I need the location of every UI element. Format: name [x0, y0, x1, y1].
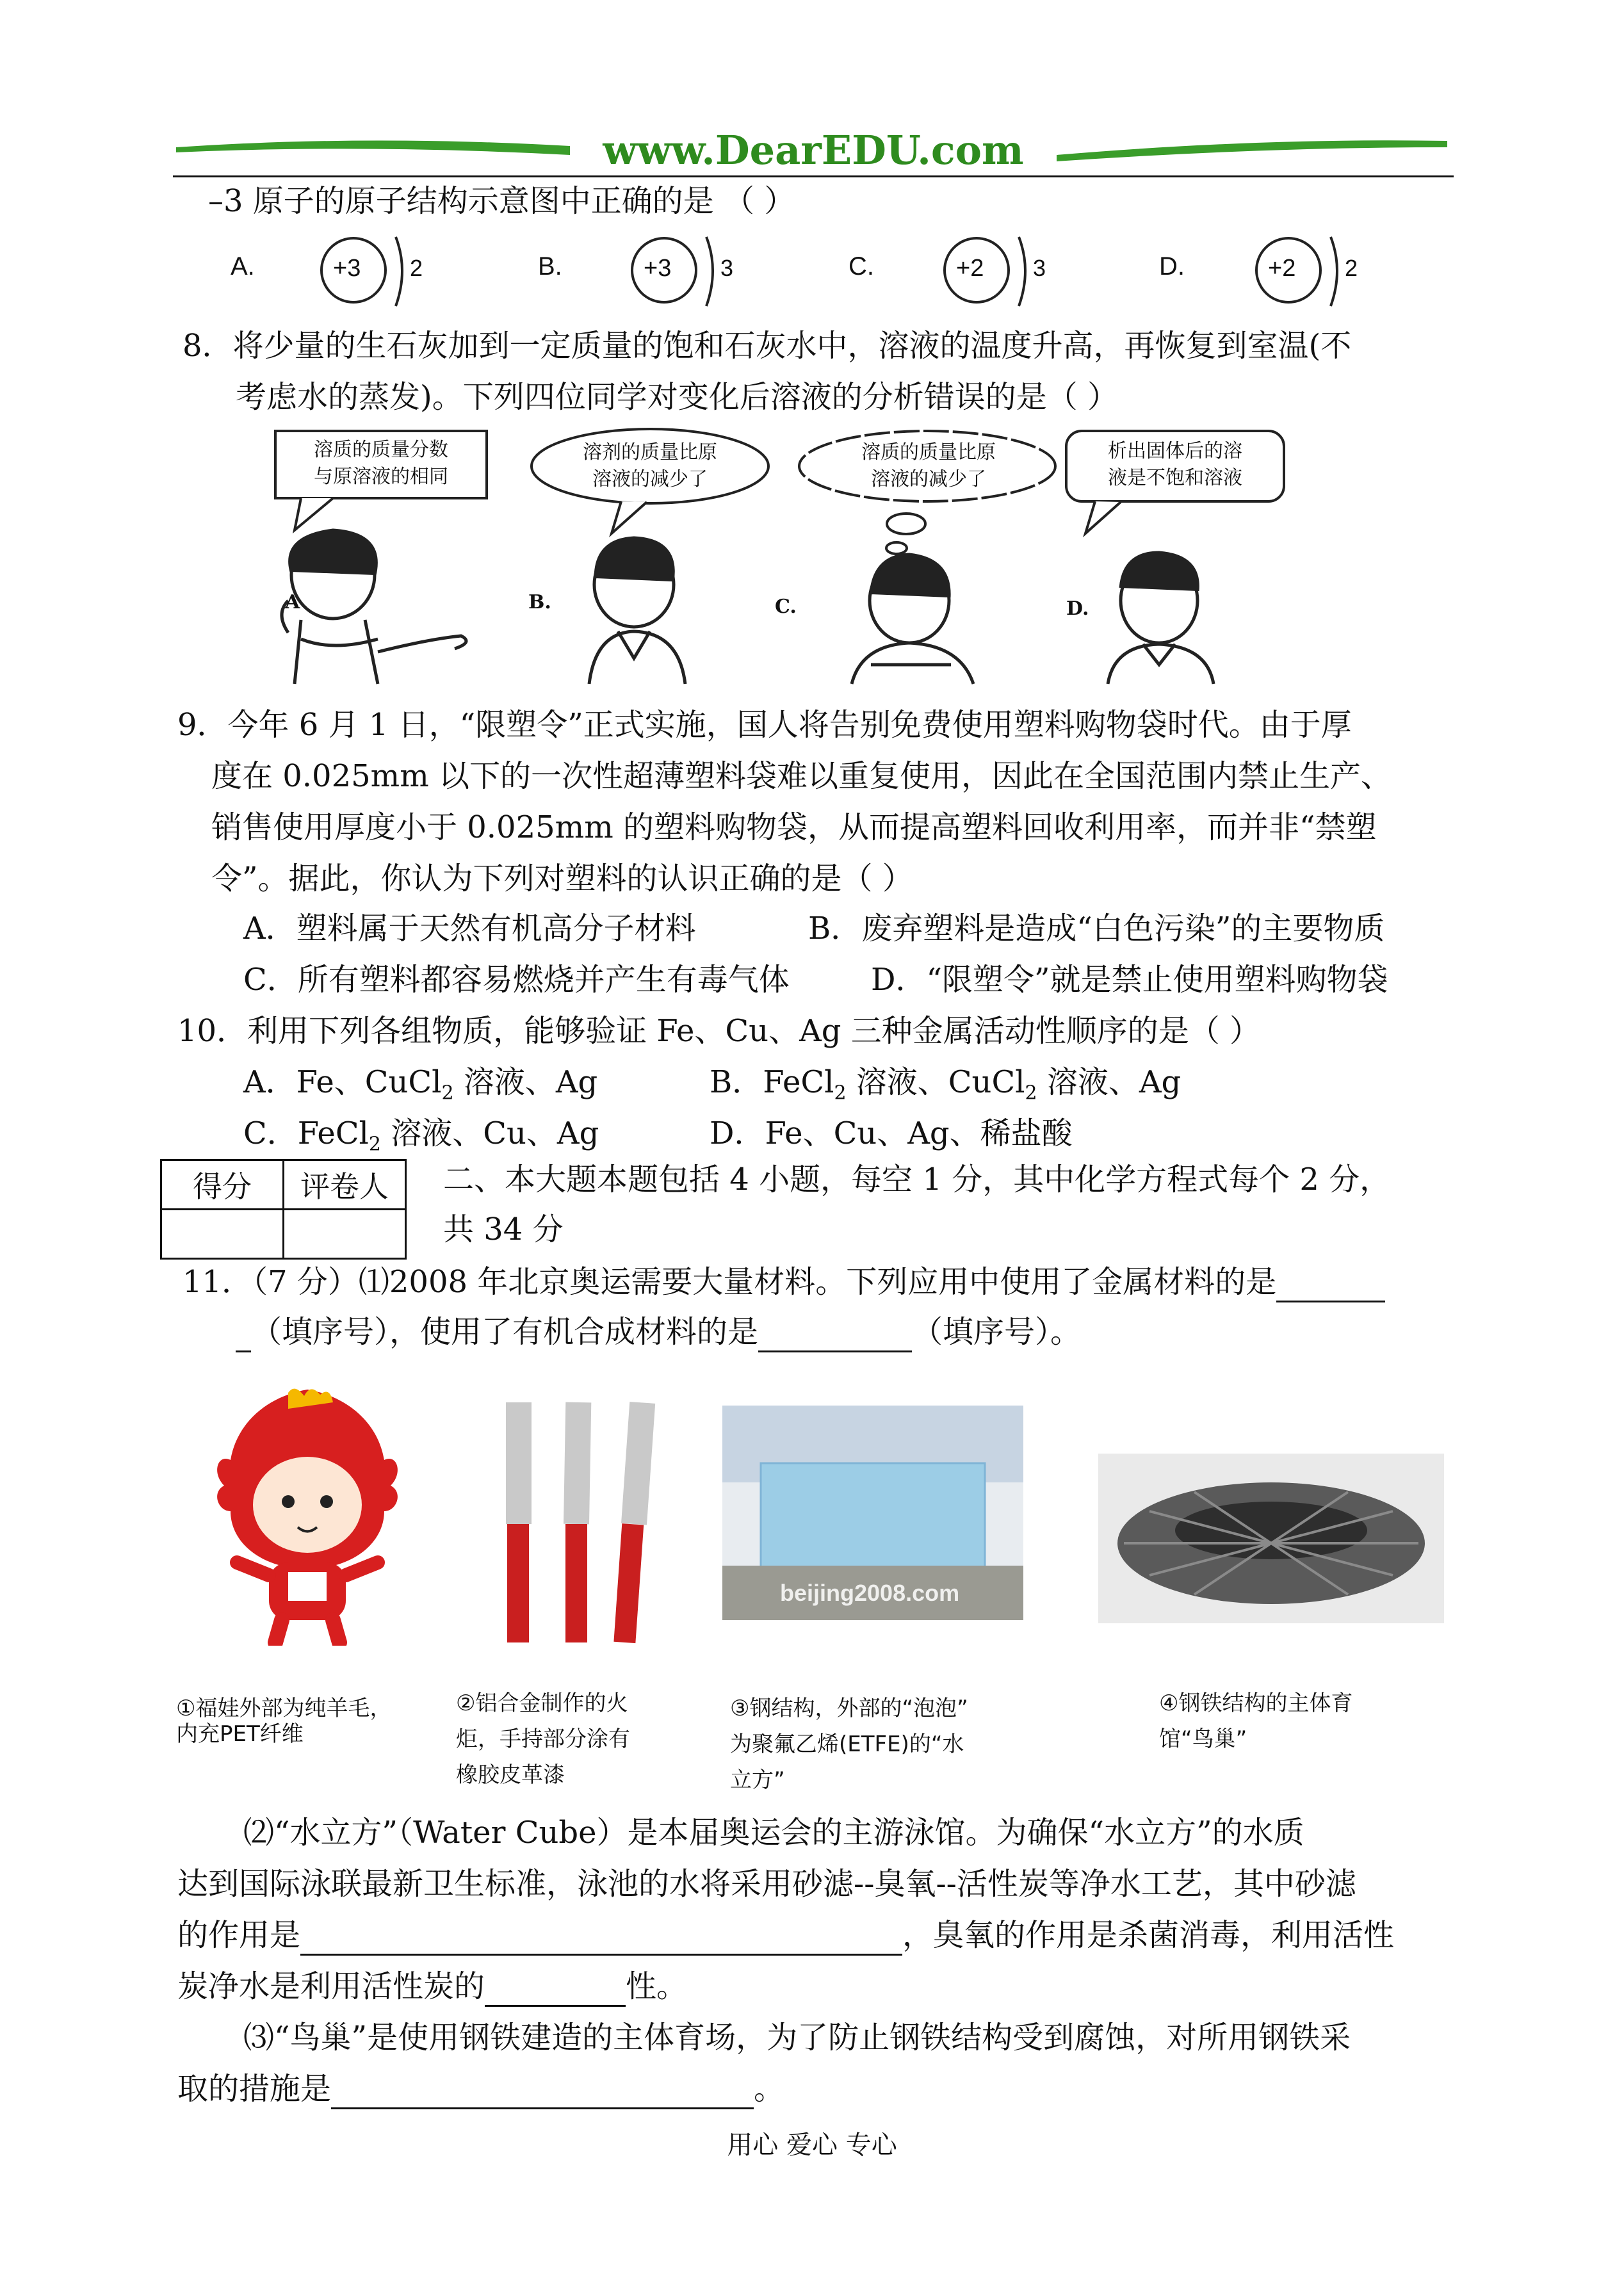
q9-option-b: B．废弃塑料是造成“白色污染”的主要物质 [808, 911, 1385, 946]
answer-blank-carbon-property[interactable] [485, 1973, 626, 2007]
shell-electrons: 2 [1345, 255, 1358, 281]
q11-part2-line-2: 达到国际泳联最新卫生标准，泳池的水将采用砂滤--臭氧--活性炭等净水工艺，其中砂滤 [177, 1866, 1356, 1902]
caption-3: ③钢结构，外部的“泡泡” 为聚氟乙烯(ETFE)的“水 立方” [730, 1696, 968, 1793]
q8-cartoon [263, 428, 1300, 690]
water-cube-image [722, 1406, 1023, 1620]
torch-icon [487, 1396, 666, 1646]
caption-4: ④钢铁结构的主体育 馆“鸟巢” [1159, 1691, 1353, 1752]
shell-electrons: 2 [410, 255, 423, 281]
nucleus-charge: +2 [1268, 255, 1296, 282]
page-header [173, 122, 1454, 179]
score-label: 得分 [161, 1160, 284, 1210]
header-rule [173, 175, 1454, 177]
speaker-letter-b: B. [528, 591, 551, 613]
nucleus-charge: +3 [644, 255, 672, 282]
q11-part3-line-1: ⑶“鸟巢”是使用钢铁建造的主体育场，为了防止钢铁结构受到腐蚀，对所用钢铁采 [243, 2020, 1351, 2056]
q10-option-b: B．FeCl$_2$ 溶液、CuCl$_2$ 溶液、Ag [710, 1064, 1181, 1105]
speaker-letter-d: D. [1066, 597, 1089, 620]
torch-image [487, 1396, 666, 1646]
q9-option-d: D．“限塑令”就是禁止使用塑料购物袋 [871, 962, 1388, 998]
option-letter: B. [538, 252, 562, 280]
shell-electrons: 3 [720, 255, 734, 281]
answer-blank-rust-prevention[interactable] [331, 2075, 754, 2109]
score-table [160, 1159, 407, 1260]
grader-label: 评卷人 [284, 1160, 406, 1210]
answer-blank-sand-filter[interactable] [300, 1922, 902, 1956]
caption-1: ①福娃外部为纯羊毛， 内充PET纤维 [176, 1696, 392, 1747]
q11-line-1: 11．（7 分）⑴2008 年北京奥运需要大量材料。下列应用中使用了金属材料的是 [183, 1261, 1385, 1302]
q7-option-a [231, 231, 435, 314]
page-footer: 用心 爱心 专心 [727, 2130, 897, 2160]
section2-heading-line-1: 二、本大题本题包括 4 小题，每空 1 分，其中化学方程式每个 2 分， [443, 1162, 1391, 1197]
q9-option-a: A．塑料属于天然有机高分子材料 [243, 911, 696, 946]
bubble-d-text: 析出固体后的溶 液是不饱和溶液 [1108, 440, 1242, 489]
q9-line-2: 度在 0.025mm 以下的一次性超薄塑料袋难以重复使用，因此在全国范围内禁止生产、 [211, 758, 1392, 794]
q7-stem: –3 原子的原子结构示意图中正确的是 （ ） [208, 183, 795, 219]
q8-line-1: 8．将少量的生石灰加到一定质量的饱和石灰水中，溶液的温度升高，再恢复到室温(不 [183, 328, 1352, 364]
q9-line-3: 销售使用厚度小于 0.025mm 的塑料购物袋，从而提高塑料回收利用率，而并非“禁塑 [211, 809, 1377, 845]
grader-cell[interactable] [284, 1210, 406, 1259]
answer-blank-metal-cont[interactable] [236, 1318, 251, 1352]
bubble-c-text: 溶质的质量比原 溶液的减少了 [861, 441, 996, 491]
q10-option-d: D．Fe、Cu、Ag、稀盐酸 [710, 1115, 1073, 1151]
bubble-b-text: 溶剂的质量比原 溶液的减少了 [583, 441, 717, 491]
q7-option-b [538, 231, 743, 314]
birds-nest-photo [1098, 1454, 1444, 1623]
q10-stem: 10．利用下列各组物质，能够验证 Fe、Cu、Ag 三种金属活动性顺序的是（ ） [177, 1013, 1260, 1049]
nucleus-charge: +3 [333, 255, 361, 282]
q11-part3-line-2: 取的措施是 。 [177, 2068, 784, 2109]
header-site-name: www.DearEDU.com [603, 127, 1024, 174]
answer-blank-organic[interactable] [758, 1318, 912, 1352]
answer-blank-metal[interactable] [1276, 1269, 1385, 1302]
fuwa-image [192, 1383, 423, 1646]
speaker-letter-a: A [285, 591, 300, 613]
q7-option-d [1159, 231, 1370, 314]
q10-option-a: A．Fe、CuCl$_2$ 溶液、Ag [243, 1064, 598, 1105]
option-letter: A. [231, 252, 255, 280]
score-cell[interactable] [161, 1210, 284, 1259]
q9-line-4: 令”。据此，你认为下列对塑料的认识正确的是（ ） [211, 861, 913, 896]
q9-line-1: 9．今年 6 月 1 日，“限塑令”正式实施，国人将告别免费使用塑料购物袋时代。由于厚 [177, 707, 1352, 743]
speaker-letter-c: C. [775, 596, 797, 618]
q11-part2-line-3: 的作用是 ，臭氧的作用是杀菌消毒，利用活性 [177, 1915, 1394, 1956]
fuwa-mascot-icon [192, 1383, 423, 1646]
nucleus-charge: +2 [956, 255, 984, 282]
bubble-a-text: 溶质的质量分数 与原溶液的相同 [314, 439, 448, 488]
q11-part2-line-1: ⑵“水立方”（Water Cube）是本届奥运会的主游泳馆。为确保“水立方”的水质 [243, 1815, 1304, 1851]
photo-watermark: beijing2008.com [780, 1580, 960, 1606]
q11-part2-line-4: 炭净水是利用活性炭的 性。 [177, 1966, 687, 2007]
birds-nest-image [1098, 1454, 1444, 1623]
q10-option-c: C．FeCl$_2$ 溶液、Cu、Ag [243, 1115, 599, 1156]
q8-line-2: 考虑水的蒸发)。下列四位同学对变化后溶液的分析错误的是（ ） [236, 379, 1118, 415]
option-letter: D. [1159, 252, 1185, 280]
option-letter: C. [849, 252, 874, 280]
q7-option-c [849, 231, 1053, 314]
section2-heading-line-2: 共 34 分 [443, 1212, 564, 1247]
caption-2: ②铝合金制作的火 炬，手持部分涂有 橡胶皮革漆 [456, 1691, 630, 1788]
q9-option-c: C．所有塑料都容易燃烧并产生有毒气体 [243, 962, 790, 998]
shell-electrons: 3 [1033, 255, 1046, 281]
q11-line-2: （填序号），使用了有机合成材料的是 （填序号）。 [236, 1311, 1081, 1352]
